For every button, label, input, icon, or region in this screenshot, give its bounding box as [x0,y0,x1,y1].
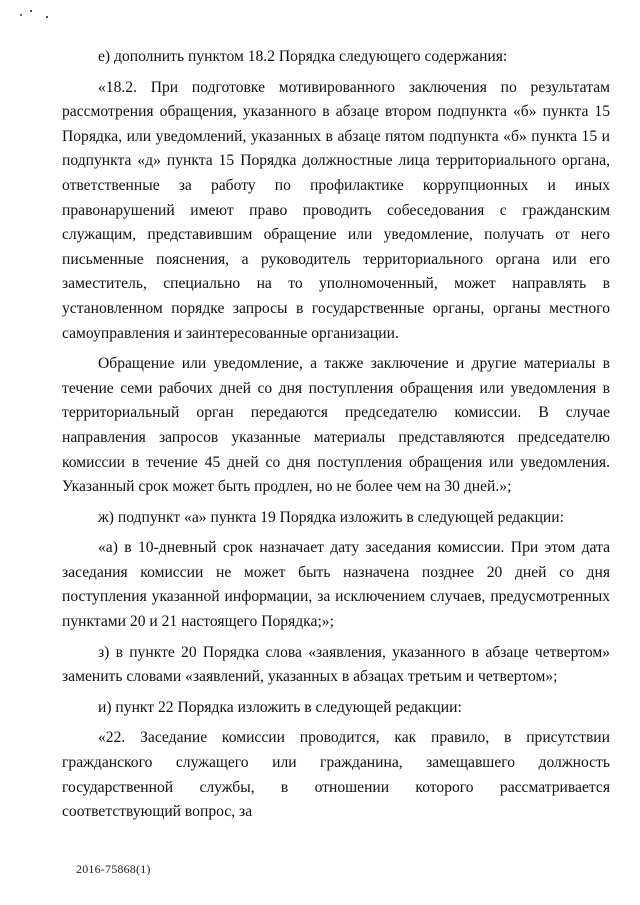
paragraph-item-e: е) дополнить пунктом 18.2 Порядка следующего содержания: [98,48,508,65]
paragraph-clause-22: «22. Заседание комиссии проводится, как правило, в присутствии гражданского служащего или гражданина, замещавшего должность государственной службы, в отношении которого рассматривается соответствующий вопрос, за [62,729,610,821]
paragraph-item-z: з) в пункте 20 Порядка слова «заявления, указанного в абзаце четвертом» заменить словами «заявлений, указанных в абзацах третьим и четвертом»; [62,643,610,686]
footer-document-code: 2016-75868(1) [76,862,151,876]
document-body [62,45,610,825]
scan-speck [46,16,48,18]
paragraph-clause-18-2: «18.2. При подготовке мотивированного заключения по результатам рассмотрения обращения, указанного в абзаце втором подпункта «б» пункта 15 Порядка, или уведомлений, указанных в абзаце пятом подпункта «б» пункта 15 и подпункта «д» пункта 15 Порядка должностные лица территориального органа, ответственные за работу по профилактике коррупционных и иных правонарушений имеют право проводить собеседования с гражданским служащим, представившим обращение или уведомление, получать от него письменные пояснения, а руководитель территориального органа или его заместитель, специально на то уполномоченный, может направлять в установленном порядке запросы в государственные органы, органы местного самоуправления и заинтересованные организации. [62,78,610,342]
paragraph-item-zh: ж) подпункт «а» пункта 19 Порядка изложить в следующей редакции: [98,508,564,526]
paragraph-subclause-a: «а) в 10-дневный срок назначает дату заседания комиссии. При этом дата заседания комиссии не может быть назначена позднее 20 дней со дня поступления указанной информации, за исключением случаев, предусмотренных пунктами 20 и 21 настоящего Порядка;»; [62,539,610,631]
scan-speck [30,10,32,12]
paragraph-materials-transfer: Обращение или уведомление, а также заключение и другие материалы в течение семи рабочих дней со дня поступления обращения или уведомления в территориальный орган передаются председателю комиссии. В случае направления запросов указанные материалы представляются председателю комиссии в течение 45 дней со дня поступления обращения или уведомления. Указанный срок может быть продлен, но не более чем на 30 дней.»; [62,355,610,496]
scan-speck [20,14,22,16]
paragraph-item-i: и) пункт 22 Порядка изложить в следующей редакции: [98,698,462,716]
